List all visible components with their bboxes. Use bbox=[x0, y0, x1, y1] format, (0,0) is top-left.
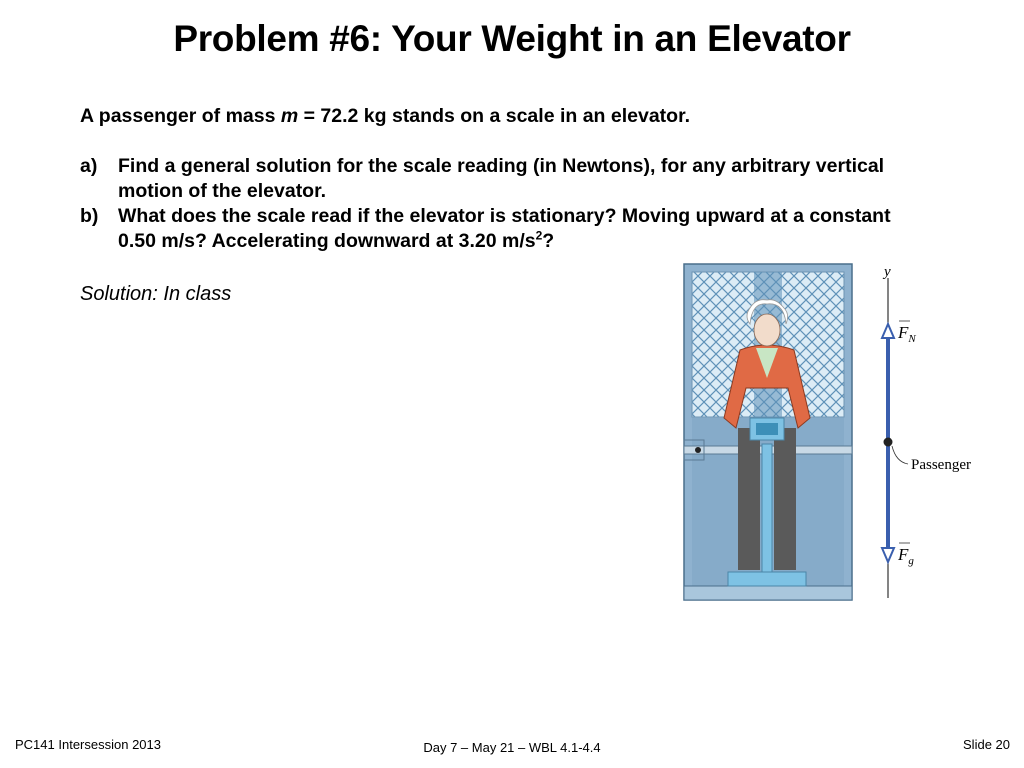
mass-variable: m bbox=[280, 105, 299, 127]
footer-date: Day 7 – May 21 – WBL 4.1-4.4 bbox=[423, 740, 601, 755]
solution-note: Solution: In class bbox=[80, 283, 232, 305]
passenger-label: Passenger bbox=[911, 457, 971, 473]
slide-title: Problem #6: Your Weight in an Elevator bbox=[173, 18, 851, 59]
question-a-text: Find a general solution for the scale reading (in Newtons), for any arbitrary vertical motion of the elevator. bbox=[118, 155, 885, 202]
footer-slide-number: Slide 20 bbox=[963, 737, 1010, 752]
gravity-force-subscript: g bbox=[908, 555, 914, 567]
question-a-label: a) bbox=[80, 155, 98, 177]
problem-statement bbox=[80, 105, 690, 128]
elevator-free-body-figure bbox=[680, 258, 1010, 608]
intro-before: A passenger of mass bbox=[80, 105, 281, 127]
normal-force-symbol: F bbox=[898, 323, 909, 342]
question-b-tail: ? bbox=[542, 230, 555, 252]
normal-force-label bbox=[897, 323, 916, 345]
question-b-body bbox=[118, 204, 920, 254]
question-list bbox=[80, 154, 920, 254]
free-body-diagram bbox=[882, 264, 971, 598]
intro-after: = 72.2 kg stands on a scale in an elevator. bbox=[298, 105, 691, 127]
gravity-force-symbol: F bbox=[898, 545, 909, 564]
y-axis-label: y bbox=[884, 264, 891, 280]
question-b-superscript: 2 bbox=[535, 228, 543, 243]
question-b bbox=[80, 204, 920, 254]
gravity-force-label bbox=[897, 545, 914, 567]
question-a bbox=[80, 154, 920, 204]
footer-course: PC141 Intersession 2013 bbox=[15, 737, 161, 752]
question-b-text: What does the scale read if the elevator is stationary? Moving upward at a constant 0.50 m/s? Accelerating downward at 3.20 m/s bbox=[118, 205, 891, 252]
normal-force-subscript: N bbox=[908, 333, 916, 345]
question-b-label: b) bbox=[80, 205, 99, 227]
